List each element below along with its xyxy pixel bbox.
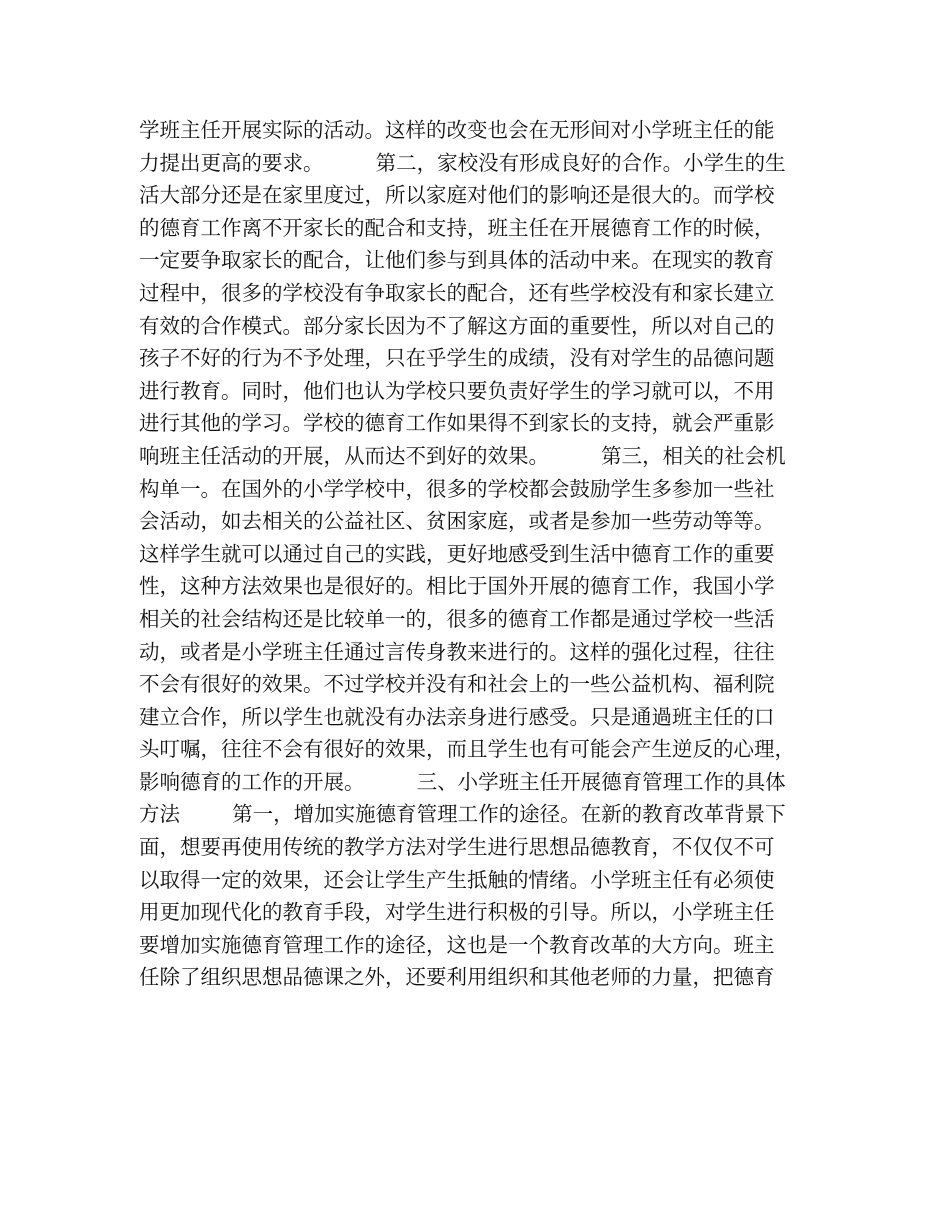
text-line: 性，这种方法效果也是很好的。相比于国外开展的德育工作，我国小学 xyxy=(139,574,775,599)
body-text xyxy=(139,114,829,994)
text-line: 学班主任开展实际的活动。这样的改变也会在无形间对小学班主任的能 xyxy=(139,118,775,142)
text-line: 要增加实施德育管理工作的途径，这也是一个教育改革的大方向。班主 xyxy=(139,932,775,957)
text-line: 响班主任活动的开展，从而达不到好的效果。 第三，相关的社会机 xyxy=(139,443,786,468)
text-line: 面，想要再使用传统的教学方法对学生进行思想品德教育，不仅仅不可 xyxy=(139,835,775,860)
text-line: 一定要争取家长的配合，让他们参与到具体的活动中来。在现实的教育 xyxy=(139,248,775,273)
text-line: 相关的社会结构还是比较单一的，很多的德育工作都是通过学校一些活 xyxy=(139,606,775,631)
text-line: 的德育工作离不开家长的配合和支持，班主任在开展德育工作的时候， xyxy=(139,215,775,240)
text-line: 建立合作，所以学生也就没有办法亲身进行感受。只是通過班主任的口 xyxy=(139,704,775,729)
text-line: 方法 第一，增加实施德育管理工作的途径。在新的教育改革背景下 xyxy=(139,802,786,827)
text-line: 进行教育。同时，他们也认为学校只要负责好学生的学习就可以，不用 xyxy=(139,378,775,403)
text-line: 孩子不好的行为不予处理，只在乎学生的成绩，没有对学生的品德问题 xyxy=(139,346,775,371)
text-line: 力提出更高的要求。 第二，家校没有形成良好的合作。小学生的生 xyxy=(139,150,786,175)
text-line: 过程中，很多的学校没有争取家长的配合，还有些学校没有和家长建立 xyxy=(139,280,775,305)
text-line: 进行其他的学习。学校的德育工作如果得不到家长的支持，就会严重影 xyxy=(139,411,775,436)
text-line: 有效的合作模式。部分家长因为不了解这方面的重要性，所以对自己的 xyxy=(139,313,775,338)
text-line: 会活动，如去相关的公益社区、贫困家庭，或者是参加一些劳动等等。 xyxy=(139,509,775,534)
text-line: 任除了组织思想品德课之外，还要利用组织和其他老师的力量，把德育 xyxy=(139,965,775,990)
text-line: 以取得一定的效果，还会让学生产生抵触的情绪。小学班主任有必须使 xyxy=(139,867,775,892)
text-line: 活大部分还是在家里度过，所以家庭对他们的影响还是很大的。而学校 xyxy=(139,183,775,208)
text-line: 用更加现代化的教育手段，对学生进行积极的引导。所以，小学班主任 xyxy=(139,900,775,925)
text-line: 影响德育的工作的开展。 三、小学班主任开展德育管理工作的具体 xyxy=(139,769,786,794)
text-line: 这样学生就可以通过自己的实践，更好地感受到生活中德育工作的重要 xyxy=(139,541,775,566)
text-line: 头叮嘱，往往不会有很好的效果，而且学生也有可能会产生逆反的心理， xyxy=(139,737,795,762)
text-line: 构单一。在国外的小学学校中，很多的学校都会鼓励学生多参加一些社 xyxy=(139,476,775,501)
text-line: 动，或者是小学班主任通过言传身教来进行的。这样的强化过程，往往 xyxy=(139,639,775,664)
text-line: 不会有很好的效果。不过学校并没有和社会上的一些公益机构、福利院 xyxy=(139,672,775,697)
